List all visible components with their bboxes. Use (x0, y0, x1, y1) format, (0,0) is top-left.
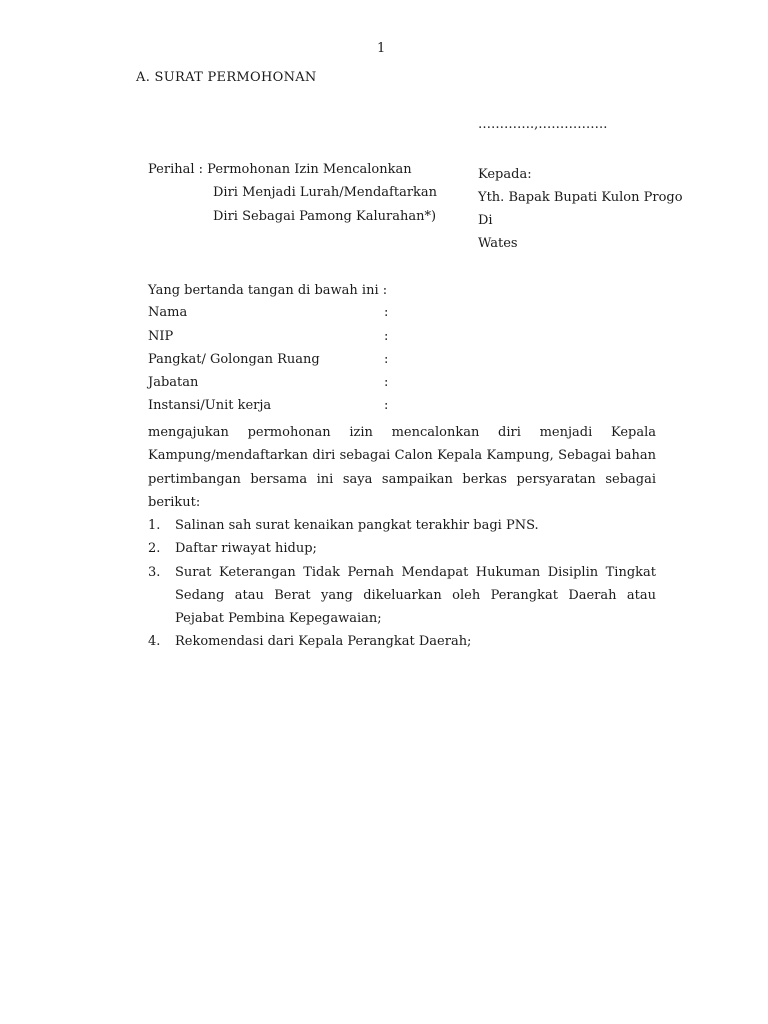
date-place-line: ………….,……………. (478, 117, 608, 132)
perihal-subject: Perihal : Permohonan Izin Mencalonkan (148, 162, 412, 177)
field-row (148, 376, 408, 392)
request-paragraph: mengajukan permohonan izin mencalonkan diri menjadi Kepala Kampung/mendaftarkan diri sebagai Calon Kepala Kampung, Sebagai bahan pertimbangan bersama ini saya sampaikan berkas persyaratan sebagai berikut: (148, 425, 656, 510)
field-colon: : (384, 398, 389, 413)
perihal-line: Diri Menjadi Lurah/Mendaftarkan (213, 185, 438, 200)
field-label: Instansi/Unit kerja (148, 398, 272, 413)
recipient-line: Wates (478, 236, 518, 251)
field-row (148, 330, 408, 346)
field-colon: : (384, 305, 389, 320)
list-item (148, 514, 656, 537)
recipient-line: Di (478, 213, 493, 228)
list-item-text: Daftar riwayat hidup; (175, 541, 317, 557)
list-number: 3. (148, 564, 161, 580)
recipient-line: Yth. Bapak Bupati Kulon Progo (478, 190, 683, 205)
list-item-text: Salinan sah surat kenaikan pangkat terakhir bagi PNS. (175, 518, 539, 533)
field-label: Pangkat/ Golongan Ruang (148, 352, 320, 367)
field-row (148, 306, 408, 322)
field-row (148, 353, 408, 369)
requirements-list (148, 514, 656, 654)
list-item-text: Rekomendasi dari Kepala Perangkat Daerah; (175, 634, 472, 650)
page-number: 1 (377, 41, 386, 56)
field-label: Jabatan (148, 375, 199, 390)
section-title: A. SURAT PERMOHONAN (136, 70, 317, 85)
list-item-text: Surat Keterangan Tidak Pernah Mendapat Hukuman Disiplin Tingkat Sedang atau Berat yang dikeluarkan oleh Perangkat Daerah atau Pejabat Pembina Kepegawaian; (175, 564, 656, 627)
recipient-line: Kepada: (478, 167, 532, 182)
list-item (148, 537, 656, 560)
perihal-line: Diri Sebagai Pamong Kalurahan*) (213, 209, 437, 224)
intro-line: Yang bertanda tangan di bawah ini : (148, 283, 388, 298)
field-colon: : (384, 329, 389, 344)
list-item (148, 630, 656, 653)
field-label: Nama (148, 305, 188, 320)
field-colon: : (384, 352, 389, 367)
list-item (148, 561, 656, 631)
field-colon: : (384, 375, 389, 390)
list-number: 4. (148, 634, 161, 650)
list-number: 1. (148, 518, 161, 533)
field-row (148, 399, 408, 415)
field-label: NIP (148, 329, 174, 344)
list-number: 2. (148, 541, 161, 557)
